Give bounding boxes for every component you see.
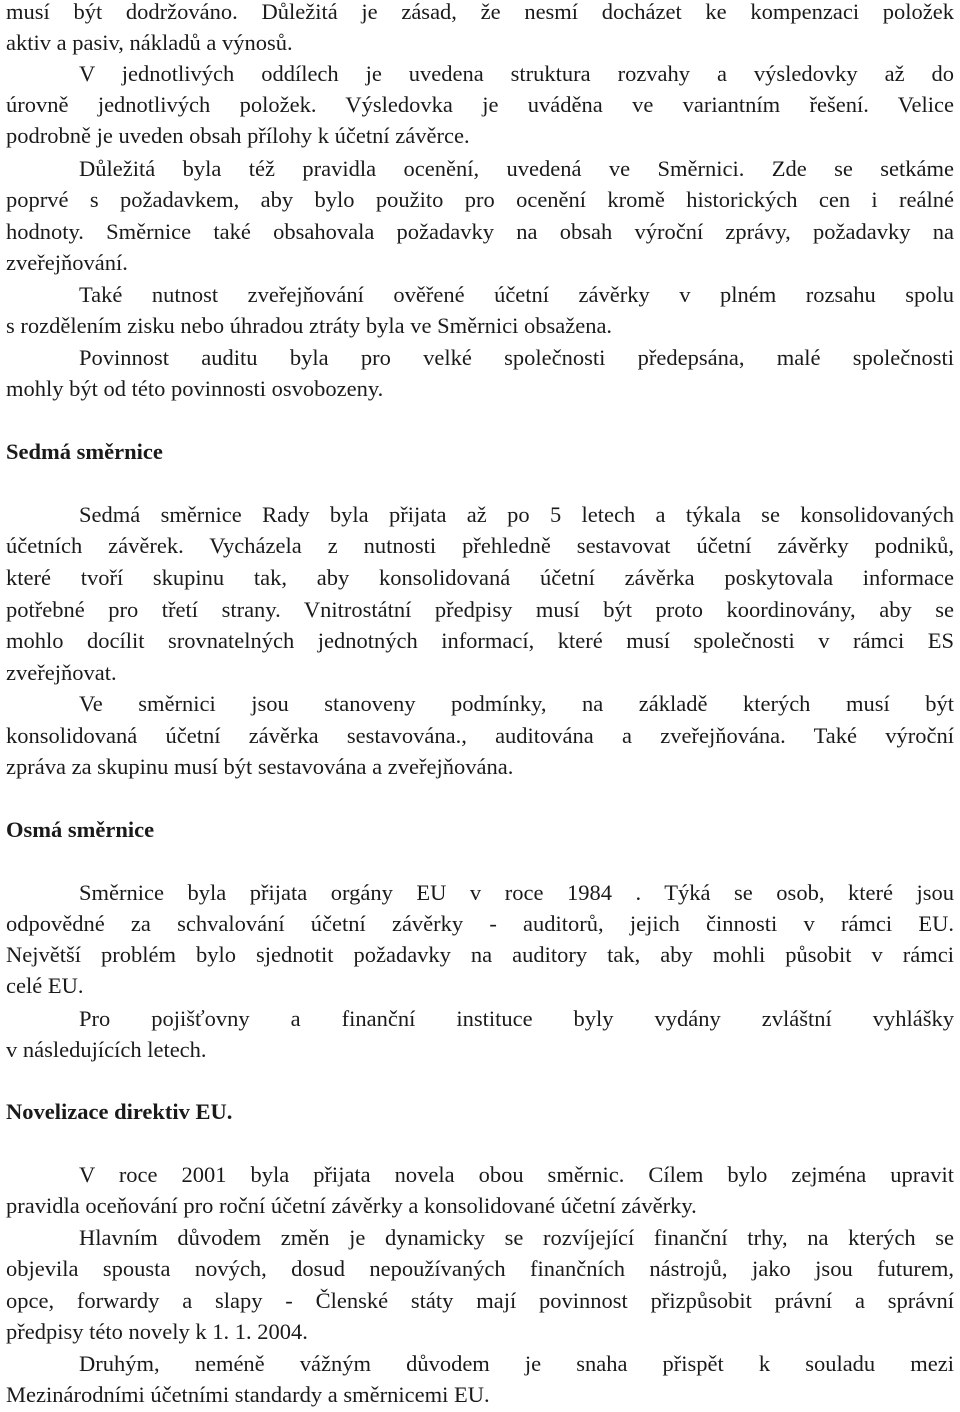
text-line: Největší problém bylo sjednotit požadavky na auditory tak, aby mohli působit v rámci (6, 942, 954, 967)
text-line: Sedmá směrnice Rady byla přijata až po 5 letech a týkala se konsolidovaných (79, 502, 954, 527)
text-line: potřebné pro třetí strany. Vnitrostátní předpisy musí být proto koordinovány, aby se (6, 597, 954, 622)
text-line: účetních závěrek. Vycházela z nutnosti přehledně sestavovat účetní závěrky podniků, (6, 533, 954, 558)
text-line: Druhým, neméně vážným důvodem je snaha přispět k souladu mezi (79, 1351, 954, 1376)
text-line: objevila spousta nových, dosud nepoužívaných finančních nástrojů, jako jsou futurem, (6, 1256, 954, 1281)
text-line: Také nutnost zveřejňování ověřené účetní závěrky v plném rozsahu spolu (79, 282, 954, 307)
text-line: Hlavním důvodem změn je dynamicky se rozvíjející finanční trhy, na kterých se (79, 1225, 954, 1250)
text-line: zpráva za skupinu musí být sestavována a zveřejňována. (6, 754, 514, 779)
text-line: Mezinárodními účetními standardy a směrnicemi EU. (6, 1382, 490, 1407)
text-line: hodnoty. Směrnice také obsahovala požadavky na obsah výroční zprávy, požadavky na (6, 219, 954, 244)
text-line: mohlo docílit srovnatelných jednotných informací, které musí společnosti v rámci ES (6, 628, 954, 653)
text-line: odpovědné za schvalování účetní závěrky - auditorů, jejich činnosti v rámci EU. (6, 911, 954, 936)
text-line: V roce 2001 byla přijata novela obou směrnic. Cílem bylo zejména upravit (79, 1162, 954, 1187)
text-line: podrobně je uveden obsah přílohy k účetní závěrce. (6, 123, 470, 148)
text-line: Pro pojišťovny a finanční instituce byly vydány zvláštní vyhlášky (79, 1006, 954, 1031)
text-line: Povinnost auditu byla pro velké společnosti předepsána, malé společnosti (79, 345, 954, 370)
text-line: které tvoří skupinu tak, aby konsolidovaná účetní závěrka poskytovala informace (6, 565, 954, 590)
text-line: Ve směrnici jsou stanoveny podmínky, na základě kterých musí být (79, 691, 954, 716)
text-line: celé EU. (6, 973, 84, 998)
section-heading-novelizace: Novelizace direktiv EU. (6, 1099, 233, 1124)
text-line: Důležitá byla též pravidla ocenění, uvedená ve Směrnici. Zde se setkáme (79, 156, 954, 181)
text-line: konsolidovaná účetní závěrka sestavována., auditována a zveřejňována. Také výroční (6, 723, 954, 748)
section-heading-sedma-smernice: Sedmá směrnice (6, 439, 163, 464)
text-line: pravidla oceňování pro roční účetní závěrky a konsolidované účetní závěrky. (6, 1193, 697, 1218)
text-line: opce, forwardy a slapy - Členské státy mají povinnost přizpůsobit právní a správní (6, 1288, 954, 1313)
text-line: aktiv a pasiv, nákladů a výnosů. (6, 30, 293, 55)
text-line: s rozdělením zisku nebo úhradou ztráty byla ve Směrnici obsažena. (6, 313, 613, 338)
text-line: v následujících letech. (6, 1037, 207, 1062)
text-line: mohly být od této povinnosti osvobozeny. (6, 376, 384, 401)
text-line: úrovně jednotlivých položek. Výsledovka je uváděna ve variantním řešení. Velice (6, 92, 954, 117)
text-line: zveřejňování. (6, 250, 128, 275)
text-line: předpisy této novely k 1. 1. 2004. (6, 1319, 308, 1344)
text-line: musí být dodržováno. Důležitá je zásad, že nesmí docházet ke kompenzaci položek (6, 0, 954, 24)
text-line: Směrnice byla přijata orgány EU v roce 1984 . Týká se osob, které jsou (79, 880, 954, 905)
text-line: V jednotlivých oddílech je uvedena struktura rozvahy a výsledovky až do (79, 61, 954, 86)
text-line: poprvé s požadavkem, aby bylo použito pro ocenění kromě historických cen i reálné (6, 187, 954, 212)
text-line: zveřejňovat. (6, 660, 117, 685)
section-heading-osma-smernice: Osmá směrnice (6, 817, 155, 842)
